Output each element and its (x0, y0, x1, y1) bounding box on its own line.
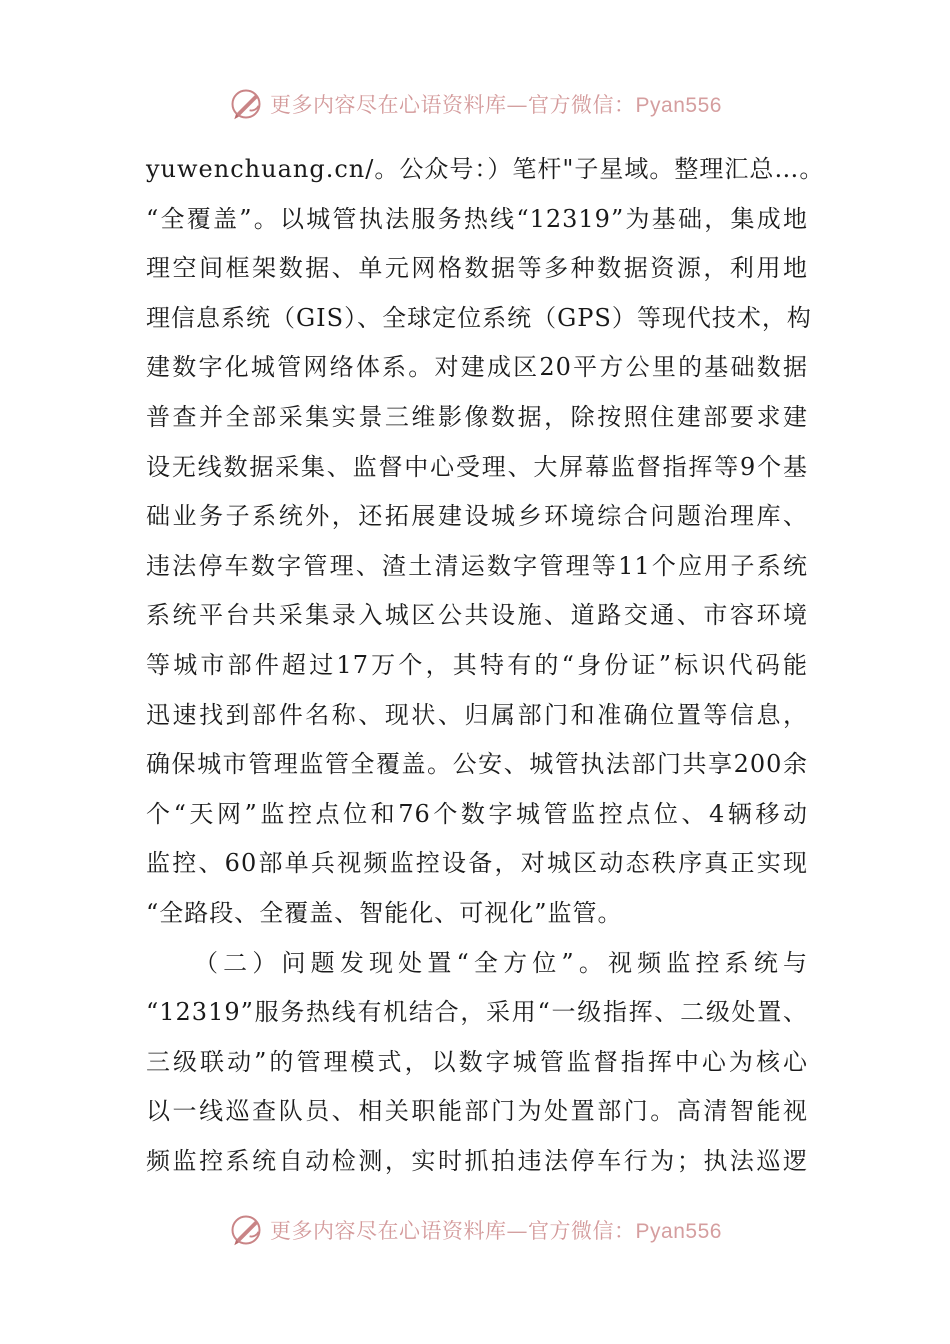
banner-main-text: 更多内容尽在心语资料库 (270, 93, 507, 117)
text-line: 三级联动”的管理模式，以数字城管监督指挥中心为核心 (146, 1047, 808, 1076)
banner-label: 官方微信： (528, 1219, 636, 1243)
footer-banner (0, 1208, 950, 1252)
text-line: “12319”服务热线有机结合，采用“一级指挥、二级处置、 (146, 998, 808, 1027)
text-line: 础业务子系统外，还拓展建设城乡环境综合问题治理库、 (146, 502, 808, 531)
text-line: 以一线巡查队员、相关职能部门为处置部门。高清智能视 (146, 1097, 808, 1126)
pen-logo-icon (228, 86, 264, 122)
banner-code: Pyan556 (635, 1220, 722, 1243)
banner-text (270, 1215, 722, 1245)
banner-label: 官方微信： (528, 93, 636, 117)
text-line: 个“天网”监控点位和76个数字城管监控点位、4辆移动 (146, 799, 808, 828)
header-banner (0, 82, 950, 126)
text-line: 设无线数据采集、监督中心受理、大屏幕监督指挥等9个基 (146, 452, 808, 481)
text-line: “全覆盖”。以城管执法服务热线“12319”为基础，集成地 (146, 204, 808, 233)
text-line: yuwenchuang.cn/。公众号：）笔杆"子星域。整理汇总…。 (146, 155, 825, 183)
text-line: 系统平台共采集录入城区公共设施、道路交通、市容环境 (146, 601, 808, 630)
text-line: 理信息系统（GIS）、全球定位系统（GPS）等现代技术，构 (146, 303, 812, 332)
text-line: 违法停车数字管理、渣土清运数字管理等11个应用子系统 (146, 551, 808, 580)
text-line: 理空间框架数据、单元网格数据等多种数据资源，利用地 (146, 254, 808, 283)
text-line: 确保城市管理监管全覆盖。公安、城管执法部门共享200余 (146, 750, 808, 779)
text-line: 频监控系统自动检测，实时抓拍违法停车行为；执法巡逻 (146, 1146, 808, 1175)
section-heading-line: （二）问题发现处置“全方位”。视频监控系统与 (194, 948, 808, 977)
banner-separator: — (506, 1219, 529, 1243)
banner-main-text: 更多内容尽在心语资料库 (270, 1219, 507, 1243)
pen-logo-icon (228, 1212, 264, 1248)
text-line: “全路段、全覆盖、智能化、可视化”监管。 (146, 898, 623, 927)
banner-text (270, 89, 722, 119)
text-line: 等城市部件超过17万个，其特有的“身份证”标识代码能 (146, 650, 808, 679)
document-body (146, 145, 825, 1186)
text-line: 监控、60部单兵视频监控设备，对城区动态秩序真正实现 (146, 849, 808, 878)
text-line: 普查并全部采集实景三维影像数据，除按照住建部要求建 (146, 402, 808, 431)
text-line: 迅速找到部件名称、现状、归属部门和准确位置等信息， (146, 700, 808, 729)
banner-code: Pyan556 (635, 94, 722, 117)
text-line: 建数字化城管网络体系。对建成区20平方公里的基础数据 (146, 353, 808, 382)
banner-separator: — (506, 93, 529, 117)
